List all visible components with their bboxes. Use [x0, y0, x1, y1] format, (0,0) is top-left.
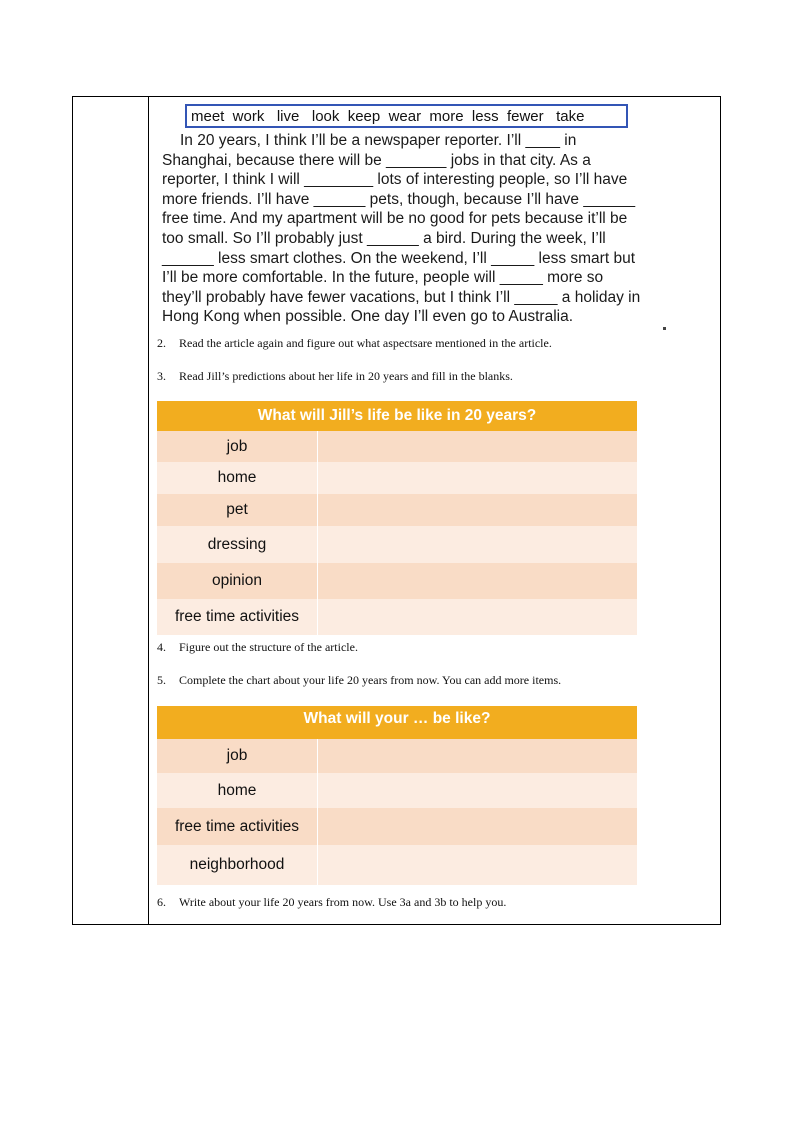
article-line: Hong Kong when possible. One day I’ll even go to Australia. [162, 308, 574, 326]
table-row [157, 431, 637, 462]
answer-cell[interactable] [318, 526, 637, 563]
column-divider [148, 97, 149, 924]
answer-cell[interactable] [318, 808, 637, 845]
instruction-5: 5. Complete the chart about your life 20 years from now. You can add more items. [157, 673, 562, 687]
row-label: free time activities [157, 808, 318, 845]
instruction-4: 4. Figure out the structure of the article. [157, 640, 358, 654]
row-label: home [157, 773, 318, 808]
row-label: home [157, 462, 318, 494]
row-label: neighborhood [157, 845, 318, 885]
jill-life-table [157, 401, 637, 635]
answer-cell[interactable] [318, 563, 637, 599]
table-row [157, 563, 637, 599]
table-row [157, 845, 637, 885]
instruction-3: 3. Read Jill’s predictions about her life in 20 years and fill in the blanks. [157, 369, 513, 383]
article-line: free time. And my apartment will be no good for pets because it’ll be [162, 210, 628, 228]
row-label: pet [157, 494, 318, 526]
table-row [157, 494, 637, 526]
row-label: free time activities [157, 599, 318, 635]
row-label: dressing [157, 526, 318, 563]
answer-cell[interactable] [318, 494, 637, 526]
article-text [162, 131, 672, 327]
article-line: I’ll be more comfortable. In the future, people will _____ more so [162, 269, 604, 287]
article-line: they’ll probably have fewer vacations, but I think I’ll _____ a holiday in [162, 288, 641, 306]
instruction-6: 6. Write about your life 20 years from now. Use 3a and 3b to help you. [157, 895, 507, 909]
answer-cell[interactable] [318, 599, 637, 635]
row-label: job [157, 739, 318, 773]
table-row [157, 526, 637, 563]
article-line: In 20 years, I think I’ll be a newspaper reporter. I’ll ____ in [180, 132, 577, 149]
table-row [157, 462, 637, 494]
stray-mark [663, 327, 666, 330]
table-row [157, 808, 637, 845]
your-life-table [157, 706, 637, 885]
table-title: What will Jill’s life be like in 20 years? [157, 401, 637, 431]
answer-cell[interactable] [318, 739, 637, 773]
table-title: What will your … be like? [157, 706, 637, 739]
article-line: more friends. I’ll have ______ pets, though, because I’ll have ______ [162, 190, 636, 208]
table-row [157, 739, 637, 773]
answer-cell[interactable] [318, 845, 637, 885]
article-line: reporter, I think I will ________ lots of interesting people, so I’ll have [162, 171, 628, 189]
article-line: too small. So I’ll probably just ______ a bird. During the week, I’ll [162, 229, 606, 247]
row-label: opinion [157, 563, 318, 599]
article-line: Shanghai, because there will be _______ jobs in that city. As a [162, 151, 591, 169]
table-row [157, 773, 637, 808]
word-bank: meet work live look keep wear more less fewer take [185, 104, 628, 128]
answer-cell[interactable] [318, 462, 637, 494]
table-row [157, 599, 637, 635]
article-line: ______ less smart clothes. On the weekend, I’ll _____ less smart but [162, 249, 635, 267]
row-label: job [157, 431, 318, 462]
instruction-2: 2. Read the article again and figure out what aspectsare mentioned in the article. [157, 336, 552, 350]
answer-cell[interactable] [318, 431, 637, 462]
answer-cell[interactable] [318, 773, 637, 808]
